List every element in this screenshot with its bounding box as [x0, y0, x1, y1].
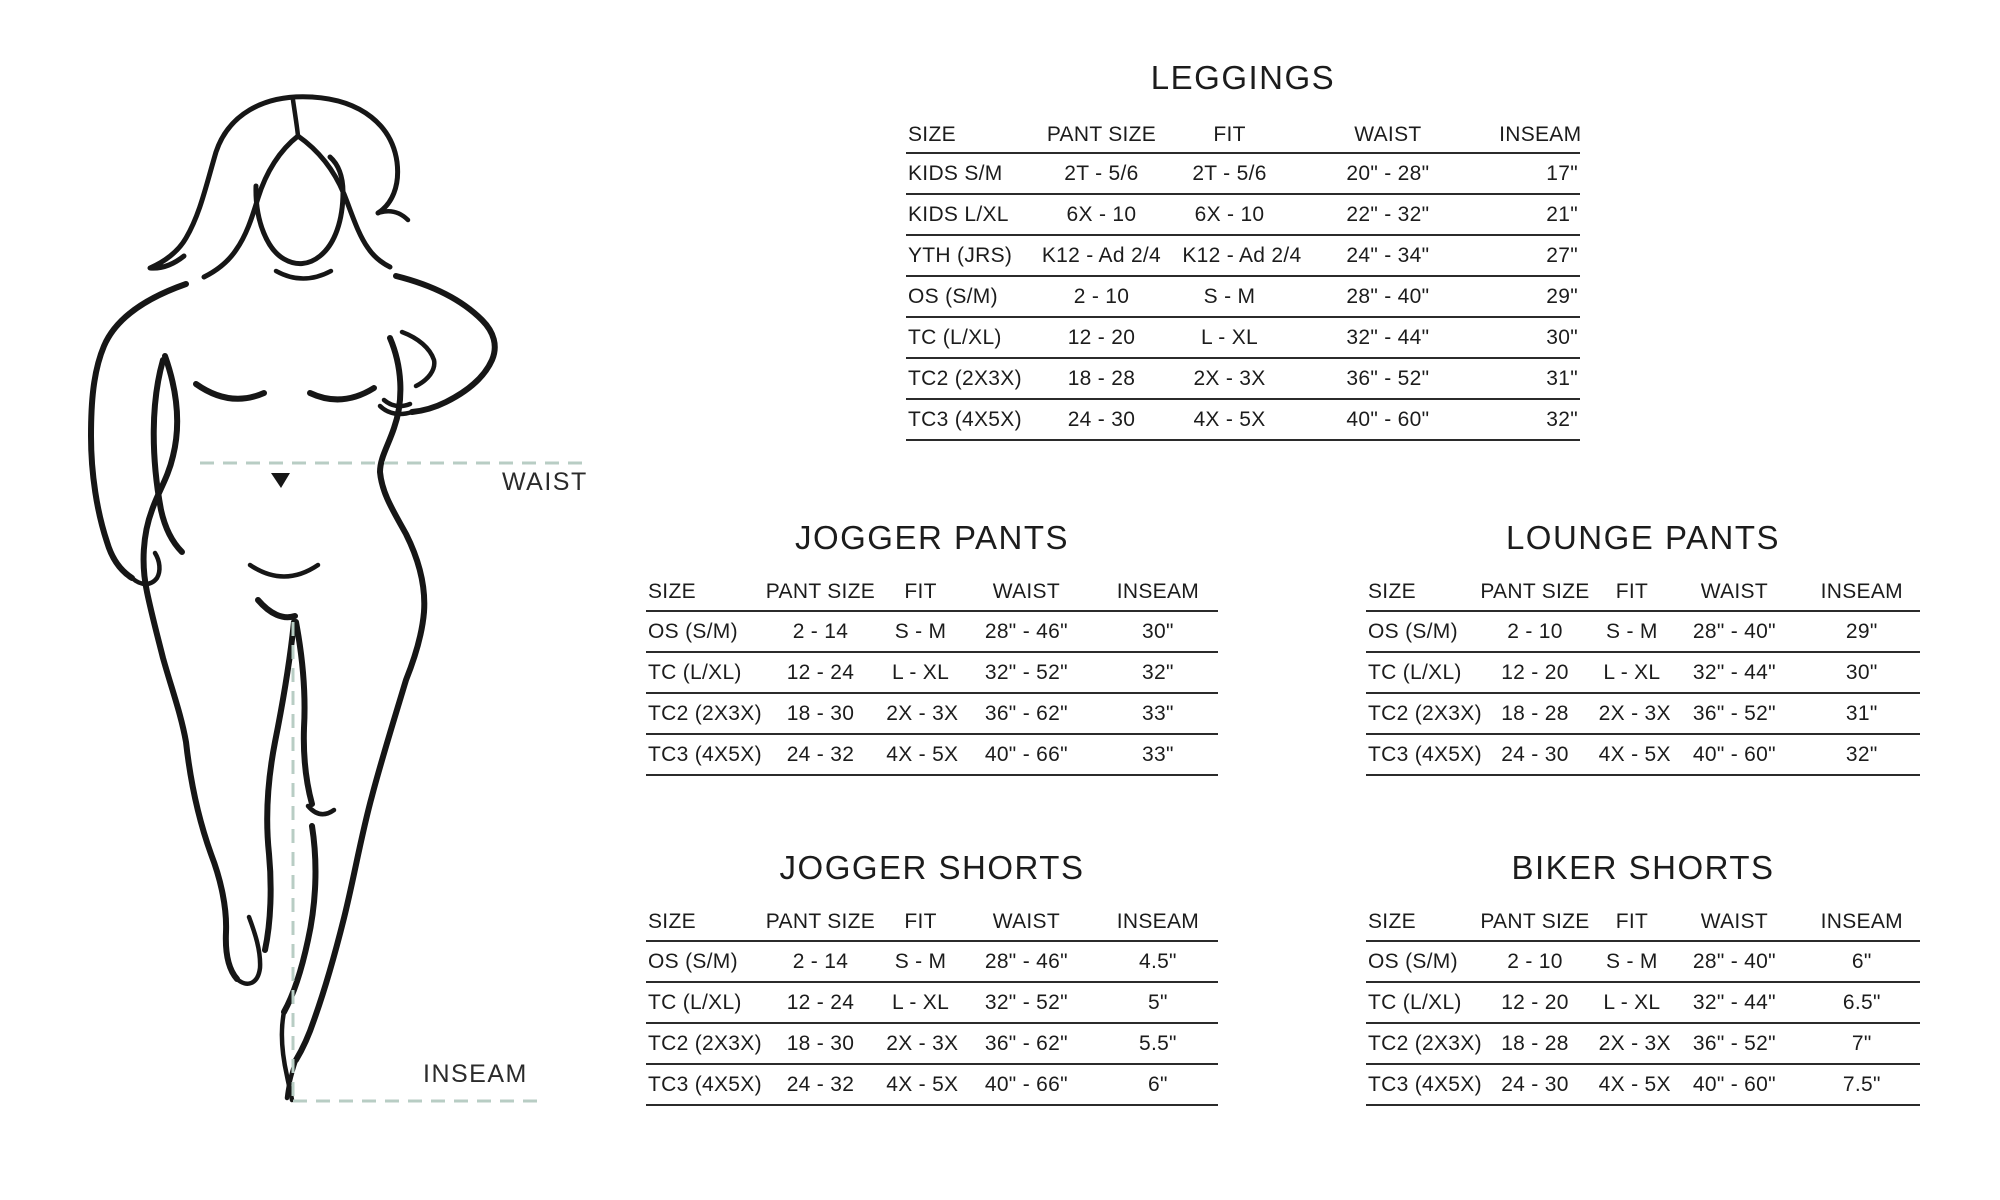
column-header-waist: WAIST: [1700, 910, 1768, 933]
cell: L - XL: [1603, 660, 1661, 684]
cell: 7.5": [1842, 1072, 1881, 1096]
column-header-pant-size: PANT SIZE: [1046, 123, 1157, 146]
cell: 32" - 52": [984, 990, 1068, 1014]
cell: TC2 (2X3X): [908, 366, 1022, 390]
table-title-biker-shorts: BIKER SHORTS: [1511, 849, 1775, 886]
cell: L - XL: [892, 990, 950, 1014]
leggings-row-4: [906, 318, 1580, 359]
cell: TC3 (4X5X): [648, 1072, 762, 1096]
column-header-inseam: INSEAM: [1116, 580, 1200, 603]
cell: 31": [1845, 701, 1878, 725]
waist-measure-label: WAIST: [502, 468, 588, 496]
column-header-size: SIZE: [648, 910, 696, 933]
cell: 18 - 28: [1501, 1031, 1569, 1055]
cell: OS (S/M): [648, 949, 738, 973]
cell: OS (S/M): [1368, 949, 1458, 973]
table-title-jogger-shorts: JOGGER SHORTS: [779, 849, 1085, 886]
leggings-row-0: [906, 154, 1580, 195]
cell: TC3 (4X5X): [1368, 1072, 1482, 1096]
cell: KIDS S/M: [908, 161, 1003, 185]
column-header-inseam: INSEAM: [1499, 123, 1582, 146]
cell: 6": [1851, 949, 1872, 973]
cell: 2 - 10: [1507, 619, 1563, 643]
cell: 4.5": [1138, 949, 1177, 973]
column-header-size: SIZE: [1368, 910, 1416, 933]
leggings-row-6: [906, 400, 1580, 441]
cell: K12 - Ad 2/4: [1041, 243, 1162, 267]
cell: 40" - 60": [1692, 1072, 1776, 1096]
lounge-pants-table: [1366, 574, 1920, 776]
cell: 5": [1148, 990, 1168, 1014]
biker_shorts-row-2: [1366, 1024, 1920, 1065]
cell: 36" - 52": [1346, 366, 1430, 390]
cell: TC2 (2X3X): [648, 1031, 762, 1055]
cell: 40" - 60": [1692, 742, 1776, 766]
column-header-fit: FIT: [1615, 910, 1649, 933]
biker_shorts-row-1: [1366, 983, 1920, 1024]
cell: 2T - 5/6: [1064, 161, 1139, 185]
cell: 30": [1142, 619, 1174, 643]
cell: 36" - 62": [984, 701, 1068, 725]
cell: 24 - 32: [786, 1072, 855, 1096]
cell: 28" - 46": [984, 619, 1068, 643]
cell: 6.5": [1842, 990, 1881, 1014]
cell: 12 - 24: [786, 660, 855, 684]
cell: 18 - 28: [1501, 701, 1569, 725]
cell: TC (L/XL): [1368, 990, 1462, 1014]
cell: 2 - 10: [1073, 284, 1130, 308]
jogger_shorts-row-3: [646, 1065, 1218, 1106]
lounge-pants-table-section: [1366, 518, 1920, 776]
jogger-pants-table-section: [646, 518, 1218, 776]
cell: 30": [1845, 660, 1878, 684]
jogger_pants-row-2: [646, 694, 1218, 735]
biker_shorts-header-row: [1366, 904, 1920, 942]
cell: 36" - 52": [1692, 701, 1776, 725]
cell: 4X - 5X: [886, 742, 959, 766]
cell: 18 - 30: [786, 1031, 855, 1055]
jogger_shorts-row-2: [646, 1024, 1218, 1065]
column-header-size: SIZE: [1368, 580, 1416, 603]
cell: TC2 (2X3X): [1368, 1031, 1482, 1055]
jogger_pants-header-row: [646, 574, 1218, 612]
cell: 29": [1845, 619, 1878, 643]
jogger_pants-row-3: [646, 735, 1218, 776]
cell: 30": [1546, 325, 1578, 349]
leggings-row-1: [906, 195, 1580, 236]
cell: TC3 (4X5X): [648, 742, 762, 766]
inseam-measure-label: INSEAM: [423, 1060, 528, 1088]
cell: 40" - 66": [984, 1072, 1068, 1096]
cell: 12 - 20: [1067, 325, 1136, 349]
table-title-leggings: LEGGINGS: [1150, 59, 1336, 96]
cell: 33": [1142, 742, 1174, 766]
cell: 36" - 62": [984, 1031, 1068, 1055]
cell: 29": [1546, 284, 1578, 308]
cell: L - XL: [892, 660, 950, 684]
column-header-pant-size: PANT SIZE: [1480, 580, 1590, 603]
jogger_shorts-row-1: [646, 983, 1218, 1024]
figure-hair: [150, 97, 408, 277]
column-header-waist: WAIST: [1700, 580, 1768, 603]
cell: 28" - 46": [984, 949, 1068, 973]
leggings-row-5: [906, 359, 1580, 400]
cell: 4X - 5X: [1598, 1072, 1671, 1096]
cell: TC2 (2X3X): [648, 701, 762, 725]
biker_shorts-row-0: [1366, 942, 1920, 983]
cell: 2X - 3X: [1598, 701, 1671, 725]
column-header-inseam: INSEAM: [1820, 910, 1903, 933]
jogger-pants-table: [646, 574, 1218, 776]
leggings-table-section: [906, 58, 1580, 441]
cell: L - XL: [1200, 325, 1259, 349]
cell: 24 - 30: [1067, 407, 1136, 431]
leggings-row-2: [906, 236, 1580, 277]
cell: 2T - 5/6: [1192, 161, 1267, 185]
column-header-size: SIZE: [648, 580, 696, 603]
column-header-fit: FIT: [904, 910, 937, 933]
column-header-fit: FIT: [1615, 580, 1649, 603]
biker-shorts-table-section: [1366, 848, 1920, 1106]
column-header-waist: WAIST: [1354, 123, 1422, 146]
cell: TC3 (4X5X): [1368, 742, 1482, 766]
inseam-dash-line: [293, 622, 545, 1101]
cell: 17": [1546, 161, 1578, 185]
cell: TC (L/XL): [908, 325, 1002, 349]
cell: 40" - 60": [1346, 407, 1430, 431]
cell: 24 - 30: [1501, 742, 1569, 766]
lounge_pants-header-row: [1366, 574, 1920, 612]
biker_shorts-row-3: [1366, 1065, 1920, 1106]
cell: 27": [1546, 243, 1578, 267]
cell: TC2 (2X3X): [1368, 701, 1482, 725]
cell: 2 - 14: [792, 949, 849, 973]
column-header-pant-size: PANT SIZE: [1480, 910, 1590, 933]
jogger-shorts-table-section: [646, 848, 1218, 1106]
jogger-shorts-table: [646, 904, 1218, 1106]
lounge_pants-row-2: [1366, 694, 1920, 735]
cell: 32": [1845, 742, 1878, 766]
column-header-fit: FIT: [904, 580, 937, 603]
table-title-jogger-pants: JOGGER PANTS: [794, 519, 1070, 556]
cell: 24" - 34": [1346, 243, 1430, 267]
cell: 20" - 28": [1346, 161, 1430, 185]
cell: 2 - 14: [792, 619, 849, 643]
jogger_shorts-row-0: [646, 942, 1218, 983]
cell: 12 - 24: [786, 990, 855, 1014]
column-header-inseam: INSEAM: [1116, 910, 1200, 933]
leggings-table: [906, 118, 1580, 441]
column-header-waist: WAIST: [992, 580, 1060, 603]
cell: L - XL: [1603, 990, 1661, 1014]
cell: 18 - 28: [1067, 366, 1136, 390]
cell: S - M: [1606, 949, 1658, 973]
cell: 32" - 44": [1692, 660, 1776, 684]
cell: KIDS L/XL: [908, 202, 1009, 226]
cell: 5.5": [1138, 1031, 1177, 1055]
column-header-inseam: INSEAM: [1820, 580, 1903, 603]
column-header-waist: WAIST: [992, 910, 1060, 933]
cell: YTH (JRS): [908, 243, 1013, 267]
cell: OS (S/M): [648, 619, 738, 643]
cell: 40" - 66": [984, 742, 1068, 766]
lounge_pants-row-1: [1366, 653, 1920, 694]
cell: 7": [1851, 1031, 1872, 1055]
cell: S - M: [894, 949, 947, 973]
lounge_pants-row-3: [1366, 735, 1920, 776]
cell: 32" - 52": [984, 660, 1068, 684]
cell: TC (L/XL): [648, 990, 742, 1014]
biker-shorts-table: [1366, 904, 1920, 1106]
cell: TC (L/XL): [1368, 660, 1462, 684]
cell: TC (L/XL): [648, 660, 742, 684]
cell: 6X - 10: [1066, 202, 1137, 226]
jogger_pants-row-0: [646, 612, 1218, 653]
cell: 4X - 5X: [1598, 742, 1671, 766]
cell: 6X - 10: [1194, 202, 1265, 226]
cell: 24 - 30: [1501, 1072, 1569, 1096]
cell: 6": [1148, 1072, 1168, 1096]
jogger_pants-row-1: [646, 653, 1218, 694]
cell: 2X - 3X: [1598, 1031, 1671, 1055]
cell: 32": [1546, 407, 1578, 431]
jogger_shorts-header-row: [646, 904, 1218, 942]
column-header-fit: FIT: [1213, 123, 1246, 146]
cell: 32": [1142, 660, 1174, 684]
table-title-lounge-pants: LOUNGE PANTS: [1505, 519, 1781, 556]
cell: 24 - 32: [786, 742, 855, 766]
leggings-row-3: [906, 277, 1580, 318]
cell: 36" - 52": [1692, 1031, 1776, 1055]
cell: 28" - 40": [1692, 619, 1776, 643]
cell: OS (S/M): [908, 284, 998, 308]
cell: 12 - 20: [1501, 990, 1569, 1014]
cell: 21": [1546, 202, 1578, 226]
cell: 33": [1142, 701, 1174, 725]
cell: S - M: [1203, 284, 1256, 308]
leggings-header-row: [906, 118, 1580, 154]
cell: 18 - 30: [786, 701, 855, 725]
cell: OS (S/M): [1368, 619, 1458, 643]
cell: 12 - 20: [1501, 660, 1569, 684]
column-header-pant-size: PANT SIZE: [765, 910, 876, 933]
column-header-pant-size: PANT SIZE: [765, 580, 876, 603]
cell: 28" - 40": [1346, 284, 1430, 308]
cell: K12 - Ad 2/4: [1182, 243, 1302, 267]
cell: 28" - 40": [1692, 949, 1776, 973]
cell: 4X - 5X: [886, 1072, 959, 1096]
cell: 32" - 44": [1346, 325, 1430, 349]
cell: S - M: [1606, 619, 1658, 643]
cell: 2X - 3X: [886, 701, 959, 725]
lounge_pants-row-0: [1366, 612, 1920, 653]
cell: TC3 (4X5X): [908, 407, 1022, 431]
cell: 32" - 44": [1692, 990, 1776, 1014]
cell: 2X - 3X: [886, 1031, 959, 1055]
cell: 4X - 5X: [1193, 407, 1266, 431]
cell: 2 - 10: [1507, 949, 1563, 973]
cell: 2X - 3X: [1193, 366, 1266, 390]
cell: S - M: [894, 619, 947, 643]
cell: 31": [1546, 366, 1578, 390]
cell: 22" - 32": [1346, 202, 1430, 226]
column-header-size: SIZE: [908, 123, 956, 146]
